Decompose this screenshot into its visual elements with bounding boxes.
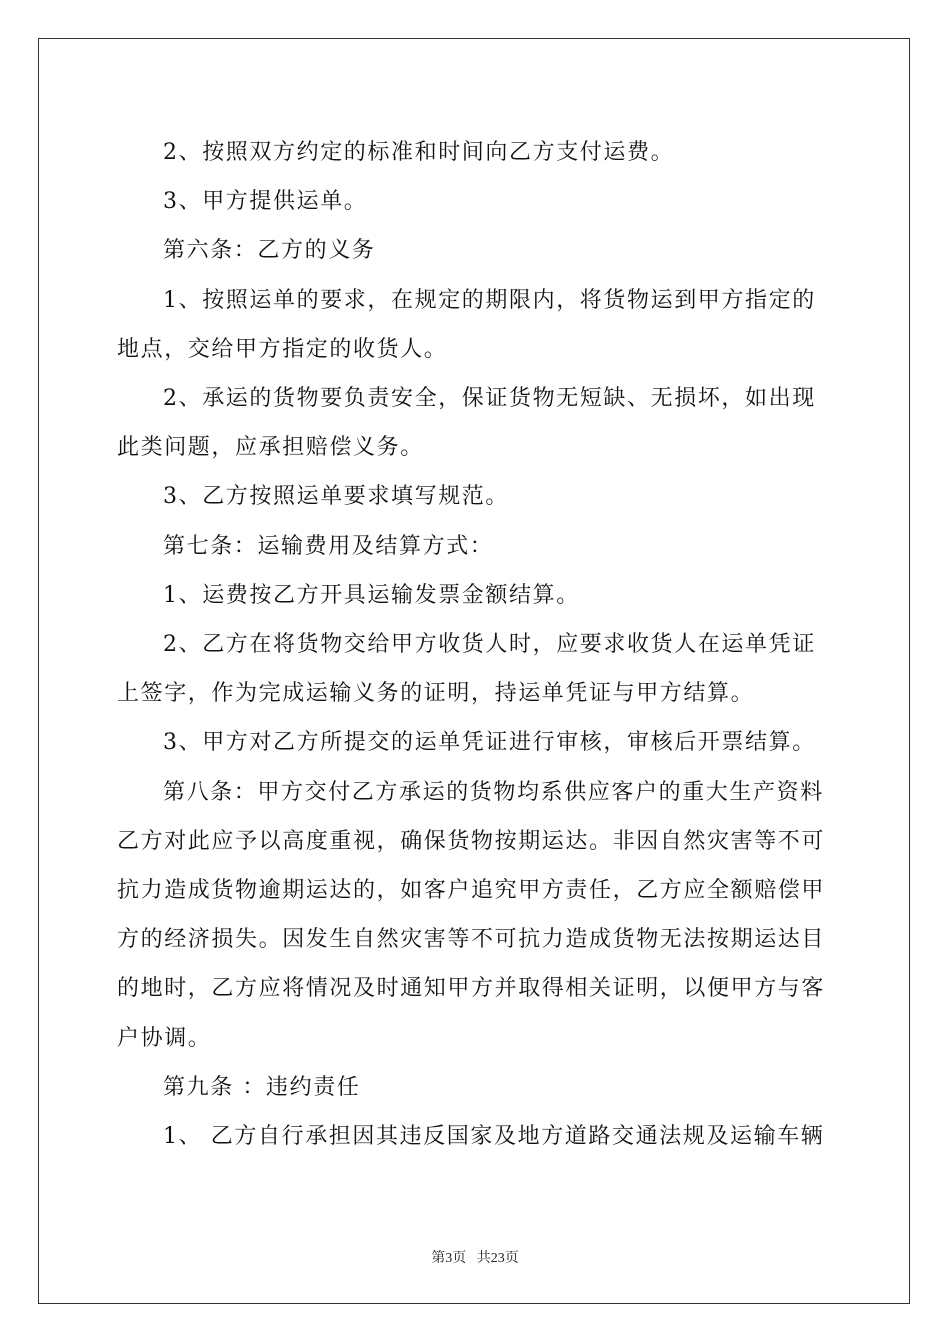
document-body (117, 128, 835, 1161)
page-number-footer: 第3页 共23页 (431, 1251, 519, 1266)
paragraph-2: 3、甲方提供运单。 (163, 189, 368, 215)
paragraph-9: 2、乙方在将货物交给甲方收货人时，应要求收货人在运单凭证上签字，作为完成运输义务的证明，持运单凭证与甲方结算。 (117, 632, 816, 707)
paragraph-6: 3、乙方按照运单要求填写规范。 (163, 484, 509, 510)
paragraph-13: 1、 乙方自行承担因其违反国家及地方道路交通法规及运输车辆 (163, 1124, 825, 1150)
paragraph-1: 2、按照双方约定的标准和时间向乙方支付运费。 (163, 140, 675, 165)
article-8-paragraph: 第八条：甲方交付乙方承运的货物均系供应客户的重大生产资料乙方对此应予以高度重视，确保货物按期运达。非因自然灾害等不可抗力造成货物逾期运达的，如客户追究甲方责任，乙方应全额赔偿甲方的经济损失。因发生自然灾害等不可抗力造成货物无法按期运达目的地时，乙方应将情况及时通知甲方并取得相关证明，以便甲方与客户协调。 (117, 779, 826, 1051)
paragraph-8: 1、运费按乙方开具运输发票金额结算。 (163, 582, 580, 608)
article-6-heading: 第六条：乙方的义务 (163, 238, 376, 264)
paragraph-5: 2、承运的货物要负责安全，保证货物无短缺、无损坏，如出现此类问题，应承担赔偿义务。 (117, 386, 816, 461)
paragraph-10: 3、甲方对乙方所提交的运单凭证进行审核，审核后开票结算。 (163, 730, 816, 756)
paragraph-4: 1、按照运单的要求，在规定的期限内，将货物运到甲方指定的地点，交给甲方指定的收货人。 (117, 287, 816, 362)
article-7-heading: 第七条：运输费用及结算方式： (163, 533, 494, 559)
article-9-heading: 第九条 ：违约责任 (163, 1074, 361, 1100)
